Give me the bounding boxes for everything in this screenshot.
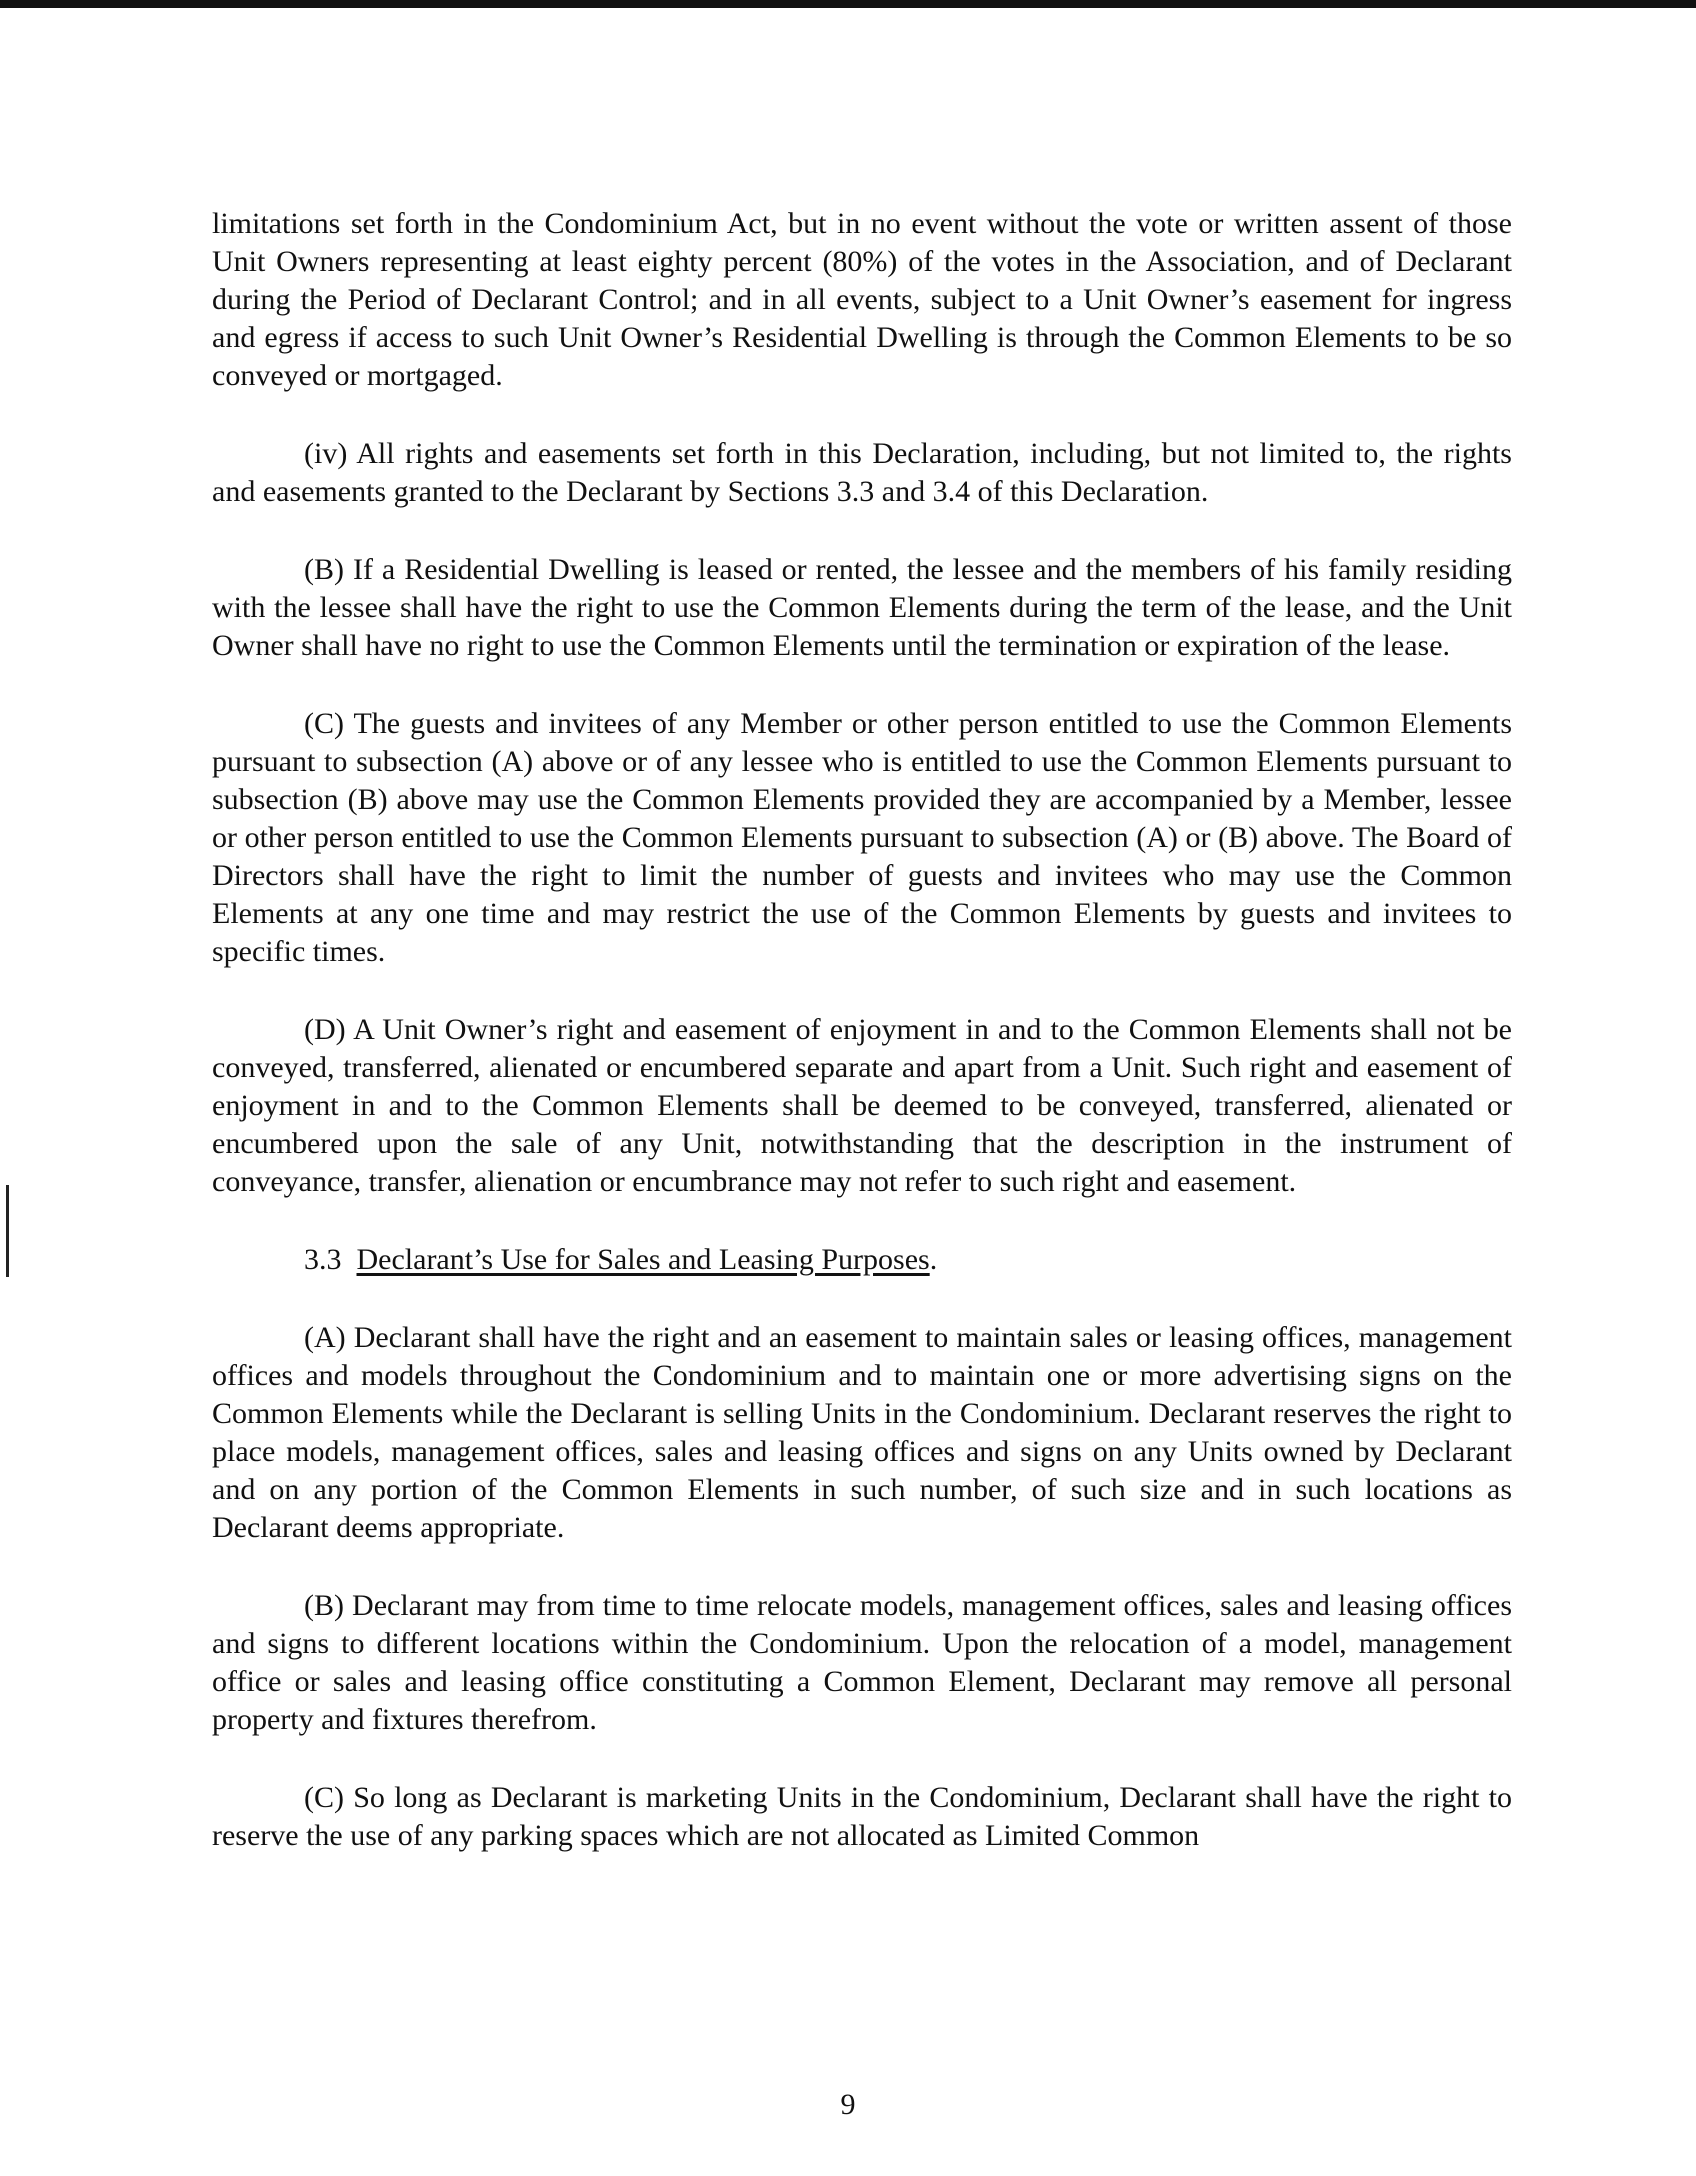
paragraph-continuation: limitations set forth in the Condominium Act, but in no event without the vote or written assent of those Unit Owners representing at least eighty percent (80%) of the votes in the Association, and of Declarant during the Period of Declarant Control; and in all events, subject to a Unit Owner’s easement for ingress and egress if access to such Unit Owner’s Residential Dwelling is through the Common Elements to be so conveyed or mortgaged. [212,207,1512,392]
section-title-terminator: . [929,1243,938,1276]
section-title: Declarant’s Use for Sales and Leasing Purposes [356,1243,930,1276]
paragraph-d-easement-of-enjoyment: (D) A Unit Owner’s right and easement of enjoyment in and to the Common Elements shall not be conveyed, transferred, alienated or encumbered separate and apart from a Unit. Such right and easement of enjoyment in and to the Common Elements shall be deemed to be conveyed, transferred, alienated or encumbered upon the sale of any Unit, notwithstanding that the description in the instrument of conveyance, transfer, alienation or encumbrance may not refer to such right and easement. [212,1013,1512,1198]
scan-top-edge [0,0,1696,8]
paragraph-iv-rights-and-easements: (iv) All rights and easements set forth in this Declaration, including, but not limited to, the rights and easements granted to the Declarant by Sections 3.3 and 3.4 of this Declaration. [212,437,1512,508]
paragraph-b-leased-dwelling: (B) If a Residential Dwelling is leased or rented, the lessee and the members of his family residing with the lessee shall have the right to use the Common Elements during the term of the lease, and the Unit Owner shall have no right to use the Common Elements until the termination or expiration of the lease. [212,553,1512,662]
paragraph-c-guests-and-invitees: (C) The guests and invitees of any Member or other person entitled to use the Common Elements pursuant to subsection (A) above or of any lessee who is entitled to use the Common Elements pursuant to subsection (B) above may use the Common Elements provided they are accompanied by a Member, lessee or other person entitled to use the Common Elements pursuant to subsection (A) or (B) above. The Board of Directors shall have the right to limit the number of guests and invitees who may use the Common Elements at any one time and may restrict the use of the Common Elements by guests and invitees to specific times. [212,707,1512,968]
section-heading-3-3 [212,1241,1512,1279]
document-page [212,205,1512,1895]
paragraph-3-3-a-sales-offices: (A) Declarant shall have the right and an easement to maintain sales or leasing offices, management offices and models throughout the Condominium and to maintain one or more advertising signs on the Common Elements while the Declarant is selling Units in the Condominium. Declarant reserves the right to place models, management offices, sales and leasing offices and signs on any Units owned by Declarant and on any portion of the Common Elements in such number, of such size and in such locations as Declarant deems appropriate. [212,1321,1512,1544]
page-number: 9 [840,2088,856,2121]
section-number: 3.3 [304,1243,342,1276]
paragraph-3-3-b-relocation: (B) Declarant may from time to time relocate models, management offices, sales and leasing offices and signs to different locations within the Condominium. Upon the relocation of a model, management office or sales and leasing office constituting a Common Element, Declarant may remove all personal property and fixtures therefrom. [212,1589,1512,1736]
scan-margin-mark [6,1185,9,1277]
paragraph-3-3-c-parking: (C) So long as Declarant is marketing Units in the Condominium, Declarant shall have the right to reserve the use of any parking spaces which are not allocated as Limited Common [212,1781,1512,1852]
